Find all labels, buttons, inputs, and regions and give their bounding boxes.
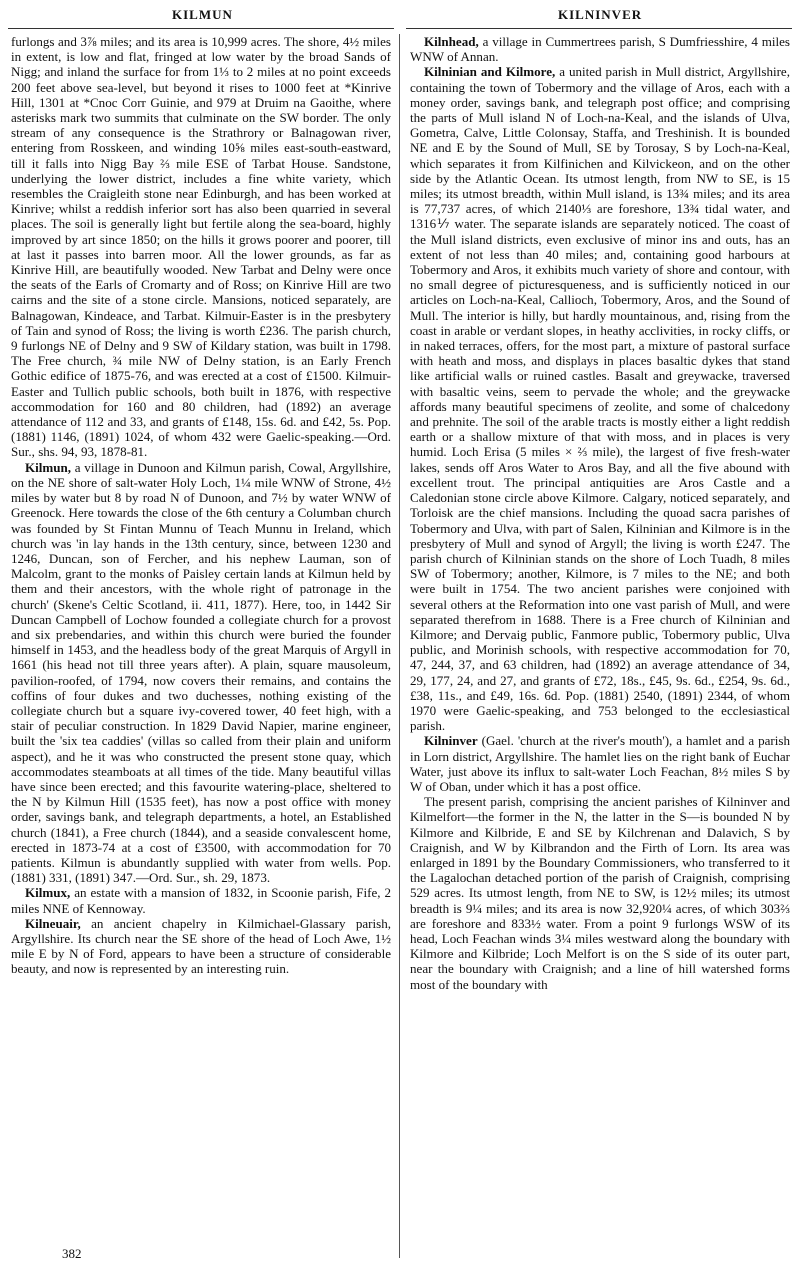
entry-kilninver-parish: [410, 794, 790, 992]
page-number: 382: [62, 1246, 82, 1261]
left-column: [11, 34, 391, 1246]
entry-text: The present parish, comprising the ancient parishes of Kilninver and Kilmelfort—the former in the N, the latter in the S—is bounded N by Kilmore and Kilbride, E and SE by Kilchrenan and Dalavich, S by Craignish, and W by Kilbrandon and the Firth of Lorn. Its area was enlarged in 1891 by the Boundary Commissioners, who transferred to it the Lagalochan detached portion of the parish of Craignish, comprising 529 acres. Its utmost length, from NE to SW, is 12½ miles; its utmost breadth is 9¼ miles; and its area is now 32,920¼ acres, of which 303⅔ are foreshore and 833½ water. From a point 9 furlongs WSW of its head, Loch Feachan winds 3¼ miles westward along the boundary with Kilmore and Kilbride; Loch Melfort is on the S side of its outer part, near the boundary with Craignish; and a line of hill watershed forms most of the boundary with: [410, 794, 790, 992]
entry-headword: Kilnhead,: [424, 34, 479, 49]
entry-text: an estate with a mansion of 1832, in Scoonie parish, Fife, 2 miles NNE of Kennoway.: [11, 885, 391, 916]
right-column: [410, 34, 790, 1266]
entry-kilninian-and-kilmore: [410, 64, 790, 733]
entry-kilnhead: [410, 34, 790, 64]
entry-text: (Gael. 'church at the river's mouth'), a hamlet and a parish in Lorn district, Argyllshire. The hamlet lies on the right bank of Euchar Water, just above its influx to salt-water Loch Feachan, 8½ miles S by W of Oban, under which it has a post office.: [410, 733, 790, 794]
entry-headword: Kilninian and Kilmore,: [424, 64, 556, 80]
entry-kilmun: [11, 460, 391, 886]
header-rule-right: [406, 28, 792, 29]
entry-kilmux: [11, 885, 391, 915]
entry-text: a village in Cummertrees parish, S Dumfriesshire, 4 miles WNW of Annan.: [410, 34, 790, 65]
running-head-right: KILNINVER: [558, 7, 643, 22]
entry-headword: Kilneuair,: [25, 915, 81, 931]
column-divider: [399, 34, 400, 1258]
entry-text: a united parish in Mull district, Argyllshire, containing the town of Tobermory and the village of Aros, each with a money order, savings bank, and telegraph post office; and comprising the parts of Mull island N of Loch-na-Keal, and the islands of Ulva, Gometra, Calve, Little Colonsay, Staffa, and Treshinish. It is bounded NE and E by the Sound of Mull, SE by Torosay, S by Loch-na-Keal, which separates it from Kilfinichen and Kilvickeon, and on the other side by the Atlantic Ocean. Its utmost length, from NW to SE, is 15 miles; its utmost breadth, within Mull island, is 13¾ miles; and its area is 77,737 acres, of which 2140⅓ are foreshore, 13¾ tidal water, and 1316⅐ water. The separate islands are separately noticed. The coast of the Mull island districts, even exclusive of minor ins and outs, has an extent of not less than 40 miles; and, containing good harbours at Tobermory and Aros, it exhibits much variety of shore and contour, with no small degree of picturesqueness, and is sufficiently noticed in our articles on Loch-na-Keal, Callioch, Tobermory, Aros, and the Sound of Mull. The interior is hilly, but hardly mountainous, and, rising from the coast in arable or verdant slopes, in heathy acclivities, in rocky cliffs, or in naked terraces, offers, for the most part, a mixture of pastoral surface with heath and moss, and displays in places basaltic dykes that stand like artificial walls or ruined castles. Basalt and greywacke, traversed with basaltic veins, seem to pervade the whole; and the greywacke affords many beautiful specimens of zeolite, and some of chalcedony and prehnite. The soil of the arable tracts is mostly either a light reddish earth or a shallow mixture of that with moss, and in places is very humid. Loch Erisa (5 miles × ⅔ mile), the largest of five fresh-water lakes, sends off Aros Water to Aros Bay, and all the five abound with excellent trout. The principal antiquities are Aros Castle and a Caledonian stone circle above Kilmore. Calgary, noticed separately, and Torloisk are the chief mansions. Including the quoad sacra parishes of Tobermory and Ulva, with part of Salen, Kilninian and Kilmore is in the presbytery of Mull and synod of Argyll; the living is worth £247. The parish church of Kilninian stands on the shore of Loch Tuadh, 8 miles SW of Tobermory; another, Kilmore, is 7 miles to the NE; and both were built in 1754. The two ancient parishes were conjoined with several others at the Reformation into one vast parish of Mull, and were separated therefrom in 1688. There is a Free church of Kilninian and Kilmore; and Dervaig public, Fanmore public, Tobermory public, Ulva public, and Morinish schools, with respective accommodation for 70, 47, 244, 37, and 63 children, had (1892) an average attendance of 34, 29, 177, 24, and 27, and grants of £72, 18s., £45, 9s. 6d., £254, 9s. 6d., £38, 11s., and £49, 16s. 6d. Pop. (1881) 2540, (1891) 2344, of whom 1970 were Gaelic-speaking, and 753 belonged to the ecclesiastical parish.: [410, 64, 790, 734]
entry-kilneuair: [11, 916, 391, 977]
entry-headword: Kilmun,: [25, 459, 72, 475]
running-head-left: KILMUN: [172, 7, 233, 22]
continuation-paragraph: furlongs and 3⅞ miles; and its area is 10,999 acres. The shore, 4½ miles in extent, is low and flat, fringed at low water by the broad Sands of Nigg; and inland the surface for from 1⅓ to 2 miles at no point exceeds 200 feet above sea-level, but beyond it rises to 1000 feet at *Kinrive Hill, 1301 at *Cnoc Corr Guinie, and 979 at Druim na Gaoithe, where asterisks mark two summits that culminate on the SW border. The only stream of any consequence is the Strathrory or Balnagowan river, entering from Rosskeen, and winding 10⅝ miles east-south-eastward, till it falls into Nigg Bay ⅔ mile ESE of Tarbat House. Sandstone, underlying the lower district, includes a fine white variety, which resembles the Craigleith stone near Edinburgh, and has been worked at Kinrive; whilst a reddish inferior sort has also been quarried in several places. The soil is generally light but fertile along the sea-board, highly improved by art since 1850; on the hills it grows poorer and poorer, till at last it passes into barren moor. All the lower grounds, as far as Kinrive Hill, are beautifully wooded. New Tarbat and Delny were once the seats of the Earls of Cromarty and of Ross; on Kinrive Hill are two cairns and the site of a stone circle. Mansions, noticed separately, are Balnagowan, Kindeace, and Tarbat. Kilmuir-Easter is in the presbytery of Tain and synod of Ross; the living is worth £236. The parish church, 9 furlongs NE of Delny and 9 SW of Kildary station, was built in 1798. The Free church, ¾ mile NW of Delny station, is an Early French Gothic edifice of 1875-76, and was erected at a cost of £1500. Kilmuir-Easter and Tullich public schools, both built in 1876, with respective accommodation for 160 and 80 children, had (1892) an average attendance of 112 and 33, and grants of £148, 15s. 6d. and £42, 5s. Pop. (1881) 1146, (1891) 1024, of whom 432 were Gaelic-speaking.—Ord. Sur., shs. 94, 93, 1878-81.: [11, 34, 391, 460]
header-rule-left: [8, 28, 394, 29]
entry-text: an ancient chapelry in Kilmichael-Glassary parish, Argyllshire. Its church near the SE shore of the head of Loch Awe, 1½ mile E by N of Ford, appears to have been a structure of considerable beauty, and now is represented by an interesting ruin.: [11, 915, 391, 977]
entry-text: a village in Dunoon and Kilmun parish, Cowal, Argyllshire, on the NE shore of salt-water Holy Loch, 1¼ mile WNW of Strone, 4½ miles by water but 8 by road N of Dunoon, and 7½ by water WNW of Greenock. Here towards the close of the 6th century a Columban church was founded by St Fintan Munnu of Teach Munnu in Ireland, which church was 'in lay hands in the 13th century, since, between 1230 and 1246, Duncan, son of Fercher, and his nephew Lauman, son of Malcolm, grant to the monks of Paisley certain lands at Kilmun held by them and their ancestors, with the whole right of patronage in the church' (Skene's Celtic Scotland, ii. 411, 1877). Here, too, in 1442 Sir Duncan Campbell of Lochow founded a collegiate church for a provost and six prebendaries, and within this church were buried the founder himself in 1453, and the headless body of the great Marquis of Argyll in 1661 (his head not till three years after). A plain, square mausoleum, pavilion-roofed, of 1794, now covers their remains, and contains the coffins of four dukes and two duchesses, nothing existing of the collegiate church but a square ivy-covered tower, 40 feet high, with a stair of peculiar construction. In 1829 David Napier, marine engineer, built the 'six tea caddies' (villas so called from their plain and uniform aspect), and he it was who constructed the present stone quay, which accommodates steamboats at all times of the tide. Many beautiful villas have since been erected; and this favourite watering-place, sheltered to the N by Kilmun Hill (1535 feet), has now a post office with money order, savings bank, and telegraph departments, a hotel, an Established church (1841), a Free church (1844), and a seaside convalescent home, erected in 1873-74 at a cost of £3500, with accommodation for 70 patients. Kilmun is abundantly supplied with water from wells. Pop. (1881) 331, (1891) 347.—Ord. Sur., sh. 29, 1873.: [11, 459, 391, 886]
entry-headword: Kilmux,: [25, 885, 71, 901]
entry-kilninver: [410, 733, 790, 794]
entry-headword: Kilninver: [424, 733, 478, 749]
